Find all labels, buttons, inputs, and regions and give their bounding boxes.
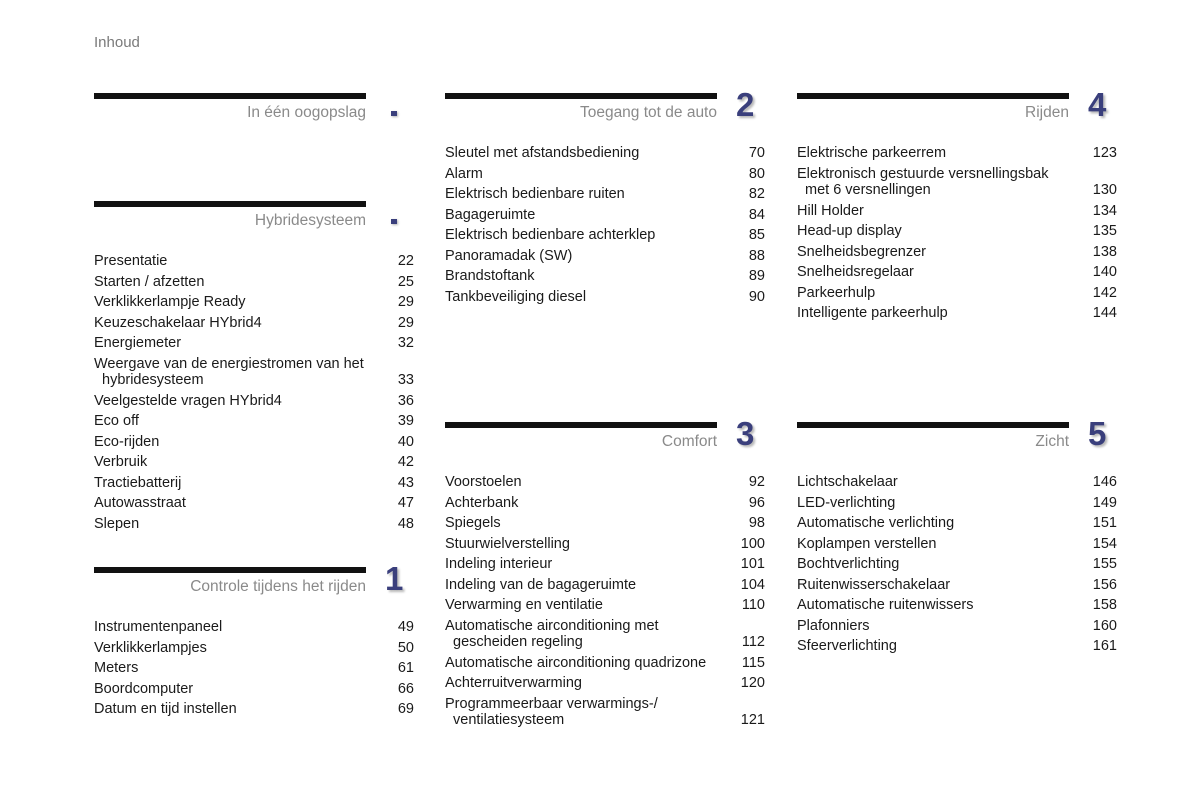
toc-entry[interactable] [445,577,765,598]
toc-entry-label: Bagageruimte [445,206,536,223]
toc-entry-label: Energiemeter [94,335,182,351]
toc-entry-label: Verbruik [94,454,148,470]
toc-entry[interactable] [797,495,1117,516]
toc-list [445,145,765,309]
toc-entry[interactable] [94,335,414,356]
chapter-number: 3 [736,415,755,452]
chapter-number: 5 [1088,415,1107,452]
toc-entry-page: 101 [740,556,765,572]
toc-entry-page: 69 [397,701,414,717]
toc-entry-page: 120 [740,675,765,691]
toc-entry-label: Panoramadak (SW) [445,247,573,264]
toc-entry-label: Sleutel met afstandsbediening [445,145,640,161]
toc-entry-label: Elektronisch gestuurde versnellingsbak [797,165,1049,182]
toc-entry-page: 135 [1092,223,1117,239]
toc-entry[interactable] [797,536,1117,557]
toc-entry-label: Koplampen verstellen [797,535,937,552]
section-divider [94,201,366,207]
toc-entry-page: 158 [1092,597,1117,613]
toc-entry[interactable] [797,556,1117,577]
toc-entry-label: Autowasstraat [94,495,186,511]
toc-entry-page: 48 [397,515,414,532]
toc-entry-label: Parkeerhulp [797,284,876,301]
toc-entry[interactable] [445,268,765,289]
toc-entry-label: Slepen [94,515,140,532]
toc-entry-page: 42 [397,454,414,470]
section-driving [797,86,1117,326]
toc-entry[interactable] [445,227,765,248]
toc-entry[interactable] [94,253,414,274]
toc-entry-label: Automatische airconditioning met [445,617,659,634]
toc-entry-page: 49 [397,619,414,635]
toc-entry-page: 96 [748,494,765,511]
section-divider [797,93,1069,99]
toc-entry-label: Automatische airconditioning quadrizone [445,654,707,671]
toc-entry[interactable] [445,145,765,166]
toc-entry-label: Automatische verlichting [797,515,955,531]
toc-entry-label: Datum en tijd instellen [94,701,237,717]
toc-entry[interactable] [445,618,765,655]
toc-entry[interactable] [94,356,414,393]
toc-entry-page: 104 [740,576,765,593]
section-header [94,560,414,619]
section-header [445,415,765,474]
toc-entry-label: Lichtschakelaar [797,474,898,490]
toc-entry-page: 66 [397,680,414,697]
chapter-marker-icon [391,111,397,116]
toc-entry-page: 85 [748,227,765,243]
toc-entry-page: 88 [748,247,765,264]
toc-entry-label: Achterruitverwarming [445,675,582,691]
toc-entry[interactable] [445,655,765,676]
toc-entry[interactable] [797,577,1117,598]
toc-entry[interactable] [445,289,765,310]
toc-entry[interactable] [94,640,414,661]
toc-entry-page: 84 [748,206,765,223]
toc-list [445,474,765,733]
toc-list [94,619,414,722]
toc-entry-page: 151 [1092,515,1117,531]
toc-entry-label: Alarm [445,165,483,182]
section-visibility [797,415,1117,659]
toc-entry[interactable] [445,556,765,577]
section-divider [445,422,717,428]
toc-entry-label: Achterbank [445,494,519,511]
toc-entry[interactable] [94,495,414,516]
section-title: Toegang tot de auto [579,104,717,121]
toc-entry-page: 32 [397,335,414,351]
toc-entry-label: Weergave van de energiestromen van het [94,355,364,372]
toc-entry-page: 89 [748,268,765,284]
toc-entry[interactable] [445,536,765,557]
section-divider [94,93,366,99]
toc-entry-page: 149 [1092,494,1117,511]
toc-entry[interactable] [94,274,414,295]
toc-entry-label: Verklikkerlampje Ready [94,294,246,310]
toc-entry-label: Eco off [94,413,139,429]
toc-entry[interactable] [94,454,414,475]
toc-entry-label: Presentatie [94,253,168,269]
toc-entry-page: 90 [748,288,765,305]
toc-entry[interactable] [445,495,765,516]
toc-entry-label: Plafonniers [797,617,870,634]
toc-entry-label-continued: hybridesysteem [102,372,204,388]
toc-entry-label: Stuurwielverstelling [445,535,570,552]
section-header [797,415,1117,474]
toc-entry-page: 61 [397,660,414,676]
toc-entry-label: Tractiebatterij [94,474,182,491]
toc-entry-page: 142 [1092,284,1117,301]
toc-entry-page: 29 [397,294,414,310]
chapter-number: 1 [385,560,404,597]
toc-entry-label: Eco-rijden [94,433,160,450]
toc-entry-page: 155 [1092,556,1117,572]
toc-entry-page: 160 [1092,617,1117,634]
toc-entry-label: Snelheidsbegrenzer [797,243,926,260]
toc-entry-page: 112 [741,634,765,650]
toc-entry-page: 33 [397,372,414,388]
toc-entry-label: Tankbeveiliging diesel [445,288,587,305]
toc-entry[interactable] [797,638,1117,659]
toc-entry[interactable] [94,660,414,681]
toc-entry-label: LED-verlichting [797,494,896,511]
toc-entry-page: 43 [397,474,414,491]
toc-entry-page: 156 [1092,576,1117,593]
toc-entry-page: 140 [1092,264,1117,280]
section-header [94,201,414,253]
toc-entry[interactable] [445,597,765,618]
toc-entry[interactable] [94,475,414,496]
toc-entry-label-continued: met 6 versnellingen [805,182,931,198]
toc-entry[interactable] [94,434,414,455]
toc-entry[interactable] [445,207,765,228]
toc-entry-label: Brandstoftank [445,268,535,284]
toc-entry-page: 134 [1092,202,1117,219]
section-header [94,93,414,145]
toc-list [797,145,1117,326]
toc-entry-page: 39 [397,413,414,429]
toc-list [797,474,1117,659]
toc-entry-page: 80 [748,165,765,182]
toc-entry-page: 98 [748,515,765,531]
toc-entry-label: Meters [94,660,139,676]
toc-entry[interactable] [797,474,1117,495]
toc-entry-page: 161 [1092,638,1117,654]
toc-entry-label: Snelheidsregelaar [797,264,914,280]
section-comfort [445,415,765,733]
section-header [797,86,1117,145]
toc-entry-label: Keuzeschakelaar HYbrid4 [94,314,262,331]
section-title: Rijden [1025,104,1069,121]
toc-entry-label: Automatische ruitenwissers [797,597,974,613]
toc-entry-label: Spiegels [445,515,501,531]
toc-entry[interactable] [94,294,414,315]
toc-entry-label: Verklikkerlampjes [94,639,207,656]
section-divider [797,422,1069,428]
section-divider [94,567,366,573]
toc-entry[interactable] [797,285,1117,306]
toc-entry[interactable] [445,186,765,207]
toc-entry[interactable] [797,166,1117,203]
toc-entry[interactable] [445,675,765,696]
chapter-number: 4 [1088,86,1107,123]
toc-entry-page: 121 [740,712,765,728]
section-title: Zicht [1035,433,1069,450]
toc-entry-page: 100 [740,535,765,552]
toc-entry[interactable] [797,264,1117,285]
section-divider [445,93,717,99]
toc-list [94,253,414,536]
chapter-number: 2 [736,86,755,123]
toc-entry-label: Ruitenwisserschakelaar [797,576,951,593]
toc-entry-label-continued: gescheiden regeling [453,634,583,650]
section-title: In één oogopslag [247,104,366,121]
toc-entry-page: 50 [397,639,414,656]
toc-entry-label: Sfeerverlichting [797,638,897,654]
toc-entry[interactable] [94,315,414,336]
toc-entry-page: 146 [1092,474,1117,490]
toc-entry-page: 25 [397,273,414,290]
toc-entry[interactable] [445,696,765,733]
toc-entry-label: Intelligente parkeerhulp [797,305,948,321]
section-hybrid [94,201,414,536]
toc-entry[interactable] [797,618,1117,639]
toc-entry-page: 123 [1092,145,1117,161]
toc-entry-label: Hill Holder [797,202,864,219]
toc-entry[interactable] [94,701,414,722]
toc-entry[interactable] [445,166,765,187]
toc-entry-page: 47 [397,495,414,511]
chapter-marker-icon [391,219,397,224]
section-title: Hybridesysteem [254,212,366,229]
toc-entry[interactable] [797,223,1117,244]
toc-entry-label: Head-up display [797,223,902,239]
section-title: Comfort [661,433,717,450]
toc-entry-label: Indeling interieur [445,556,553,572]
page-title: Inhoud [94,34,140,51]
toc-entry-label: Programmeerbaar verwarmings-/ [445,695,658,712]
toc-entry[interactable] [797,305,1117,326]
toc-entry[interactable] [445,515,765,536]
toc-entry-page: 115 [741,654,765,671]
toc-entry[interactable] [797,597,1117,618]
section-glance [94,93,414,145]
toc-entry-label: Voorstoelen [445,474,522,490]
toc-entry-page: 82 [748,186,765,202]
toc-entry-page: 36 [397,392,414,409]
section-title: Controle tijdens het rijden [190,578,366,595]
toc-entry-page: 144 [1092,305,1117,321]
section-header [445,86,765,145]
toc-entry[interactable] [797,203,1117,224]
toc-entry[interactable] [445,474,765,495]
toc-entry-label: Veelgestelde vragen HYbrid4 [94,392,282,409]
toc-entry-label: Boordcomputer [94,680,194,697]
toc-entry-page: 29 [397,314,414,331]
toc-entry[interactable] [797,244,1117,265]
toc-entry-page: 154 [1092,535,1117,552]
toc-entry-label: Indeling van de bagageruimte [445,576,637,593]
toc-entry-label: Verwarming en ventilatie [445,597,603,613]
toc-entry-label: Starten / afzetten [94,273,205,290]
toc-entry[interactable] [445,248,765,269]
toc-entry[interactable] [797,515,1117,536]
toc-entry[interactable] [94,681,414,702]
toc-entry-label: Instrumentenpaneel [94,619,223,635]
toc-entry[interactable] [94,393,414,414]
section-access [445,86,765,309]
toc-entry[interactable] [94,413,414,434]
toc-entry-page: 130 [1092,182,1117,198]
toc-entry-page: 70 [748,145,765,161]
toc-entry-label: Bochtverlichting [797,556,900,572]
toc-entry-label: Elektrische parkeerrem [797,145,947,161]
toc-entry[interactable] [94,516,414,537]
toc-entry[interactable] [797,145,1117,166]
toc-entry-page: 138 [1092,243,1117,260]
toc-entry-page: 110 [741,597,765,613]
toc-entry-label: Elektrisch bedienbare achterklep [445,227,656,243]
toc-entry[interactable] [94,619,414,640]
toc-entry-page: 22 [397,253,414,269]
toc-entry-label: Elektrisch bedienbare ruiten [445,186,625,202]
section-monitoring [94,560,414,722]
toc-entry-page: 40 [397,433,414,450]
toc-entry-label-continued: ventilatiesysteem [453,712,565,728]
toc-entry-page: 92 [748,474,765,490]
